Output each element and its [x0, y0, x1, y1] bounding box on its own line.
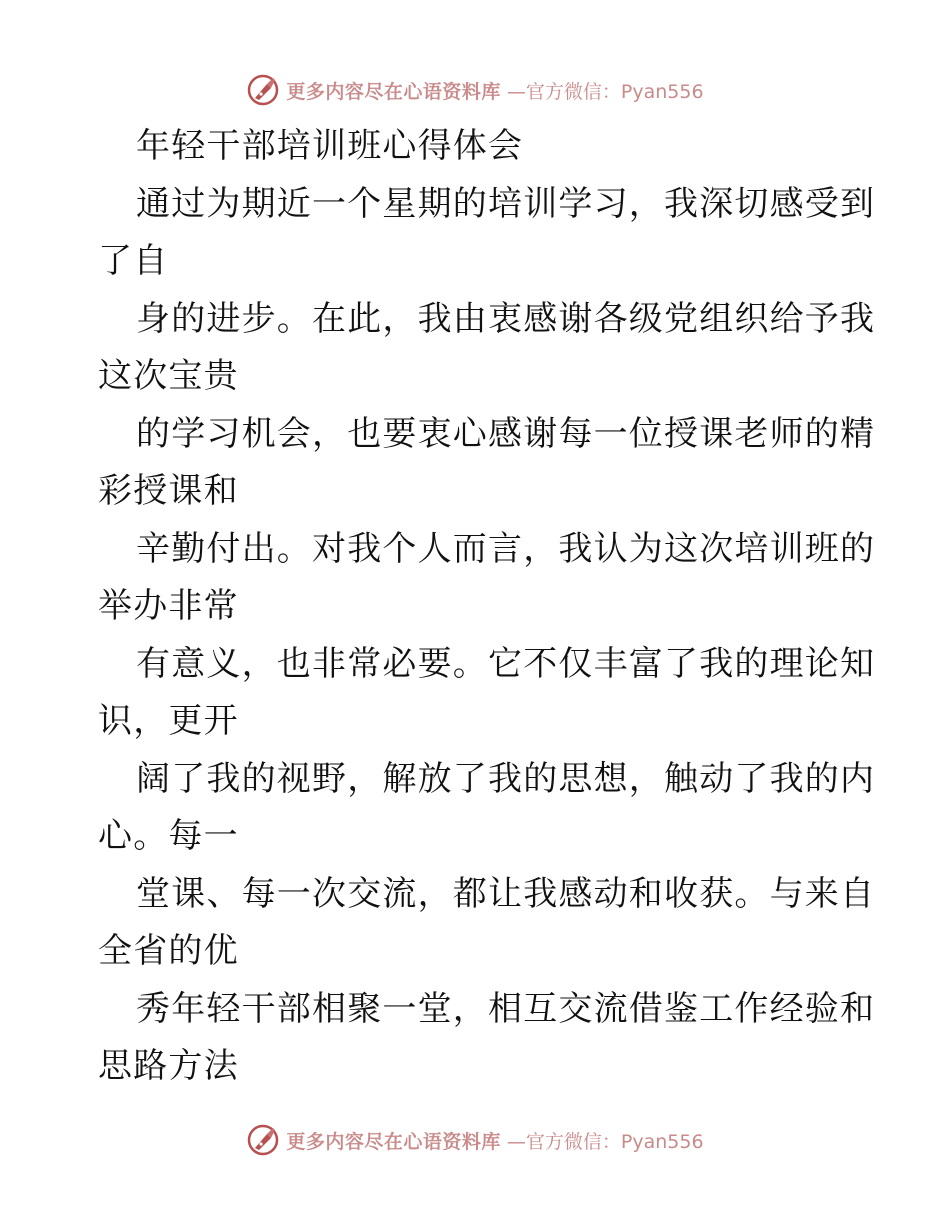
text-line: 全省的优 — [98, 931, 239, 971]
text-line: 阔了我的视野，解放了我的思想，触动了我的内 — [136, 758, 876, 799]
text-line: 彩授课和 — [98, 471, 239, 511]
header-banner — [0, 70, 950, 110]
banner-main-text: 更多内容尽在心语资料库 — [286, 80, 501, 103]
text-line: 心。每一 — [98, 816, 239, 856]
text-line: 了自 — [98, 241, 169, 281]
text-line: 的学习机会，也要衷心感谢每一位授课老师的精 — [136, 413, 876, 454]
document-title: 年轻干部培训班心得体会 — [136, 126, 524, 166]
text-line: 身的进步。在此，我由衷感谢各级党组织给予我 — [136, 298, 876, 339]
banner-wechat-text: —官方微信：Pyan556 — [506, 1130, 704, 1153]
pen-nib-logo-icon — [246, 73, 280, 107]
text-line: 思路方法 — [98, 1046, 239, 1086]
text-line: 辛勤付出。对我个人而言，我认为这次培训班的 — [136, 528, 876, 569]
text-line: 堂课、每一次交流，都让我感动和收获。与来自 — [136, 873, 876, 914]
pen-nib-logo-icon — [246, 1123, 280, 1157]
banner-wechat-text: —官方微信：Pyan556 — [506, 80, 704, 103]
banner-main-text: 更多内容尽在心语资料库 — [286, 1130, 501, 1153]
text-line: 这次宝贵 — [98, 356, 239, 396]
text-line: 通过为期近一个星期的培训学习，我深切感受到 — [136, 183, 876, 224]
text-line: 有意义，也非常必要。它不仅丰富了我的理论知 — [136, 643, 876, 684]
text-line: 举办非常 — [98, 586, 239, 626]
text-line: 识，更开 — [98, 701, 239, 741]
text-line: 秀年轻干部相聚一堂，相互交流借鉴工作经验和 — [136, 988, 876, 1029]
document-body — [98, 118, 876, 1096]
footer-banner — [0, 1120, 950, 1160]
